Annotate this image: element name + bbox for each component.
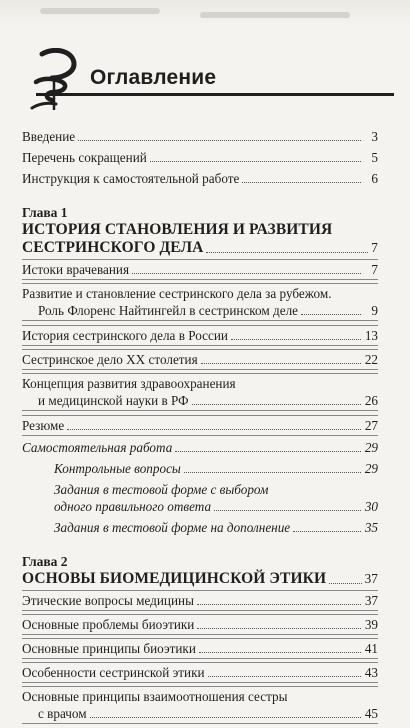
- toc-entry-nursing-ethics[interactable]: Особенности сестринской этики 43: [22, 662, 378, 683]
- toc-entry-instructions[interactable]: Инструкция к самостоятельной работе 6: [22, 171, 378, 186]
- toc-entry-test-choice[interactable]: Задания в тестовой форме с выбором одного правильного ответа 30: [54, 482, 378, 514]
- toc-entry-nightingale[interactable]: Развитие и становление сестринского дела за рубежом. Роль Флоренс Найтингейл в сестринском деле 9: [22, 283, 378, 321]
- page-title: Оглавление: [90, 66, 217, 89]
- title-rule: [36, 93, 394, 96]
- toc-entry-control-questions[interactable]: Контрольные вопросы 29: [54, 461, 378, 476]
- table-of-contents: [22, 128, 378, 728]
- toc-entry-nurse-doctor[interactable]: Основные принципы взаимоотношения сестры с врачом 45: [22, 686, 378, 724]
- toc-entry-introduction[interactable]: Введение 3: [22, 129, 378, 144]
- toc-entry-concept[interactable]: Концепция развития здравоохранения и медицинской науки в РФ 26: [22, 373, 378, 411]
- previous-page-bleed: [0, 0, 410, 26]
- toc-entry-bioethics-principles[interactable]: Основные принципы биоэтики 41: [22, 638, 378, 659]
- chapter-1-label: Глава 1: [22, 205, 68, 220]
- caduceus-logo-icon: [30, 48, 82, 112]
- toc-entry-summary[interactable]: Резюме 27: [22, 415, 378, 436]
- toc-entry-abbreviations[interactable]: Перечень сокращений 5: [22, 150, 378, 165]
- toc-entry-origins[interactable]: Истоки врачевания 7: [22, 259, 378, 280]
- toc-entry-russia-history[interactable]: История сестринского дела в России 13: [22, 325, 378, 346]
- chapter-2-label: Глава 2: [22, 554, 68, 569]
- bleed-mark: [40, 8, 160, 14]
- toc-entry-ethics-questions[interactable]: Этические вопросы медицины 37: [22, 590, 378, 611]
- toc-entry-self-study[interactable]: Самостоятельная работа 29: [22, 440, 378, 455]
- chapter-2-title[interactable]: ОСНОВЫ БИОМЕДИЦИНСКОЙ ЭТИКИ 37: [22, 570, 378, 587]
- toc-entry-bioethics-problems[interactable]: Основные проблемы биоэтики 39: [22, 614, 378, 635]
- bleed-mark: [200, 12, 350, 18]
- toc-header: [14, 48, 394, 112]
- chapter-1-title[interactable]: ИСТОРИЯ СТАНОВЛЕНИЯ И РАЗВИТИЯ СЕСТРИНСКОГО ДЕЛА 7: [22, 221, 378, 256]
- toc-entry-20th-century[interactable]: Сестринское дело XX столетия 22: [22, 349, 378, 370]
- toc-entry-test-completion[interactable]: Задания в тестовой форме на дополнение 35: [54, 520, 378, 535]
